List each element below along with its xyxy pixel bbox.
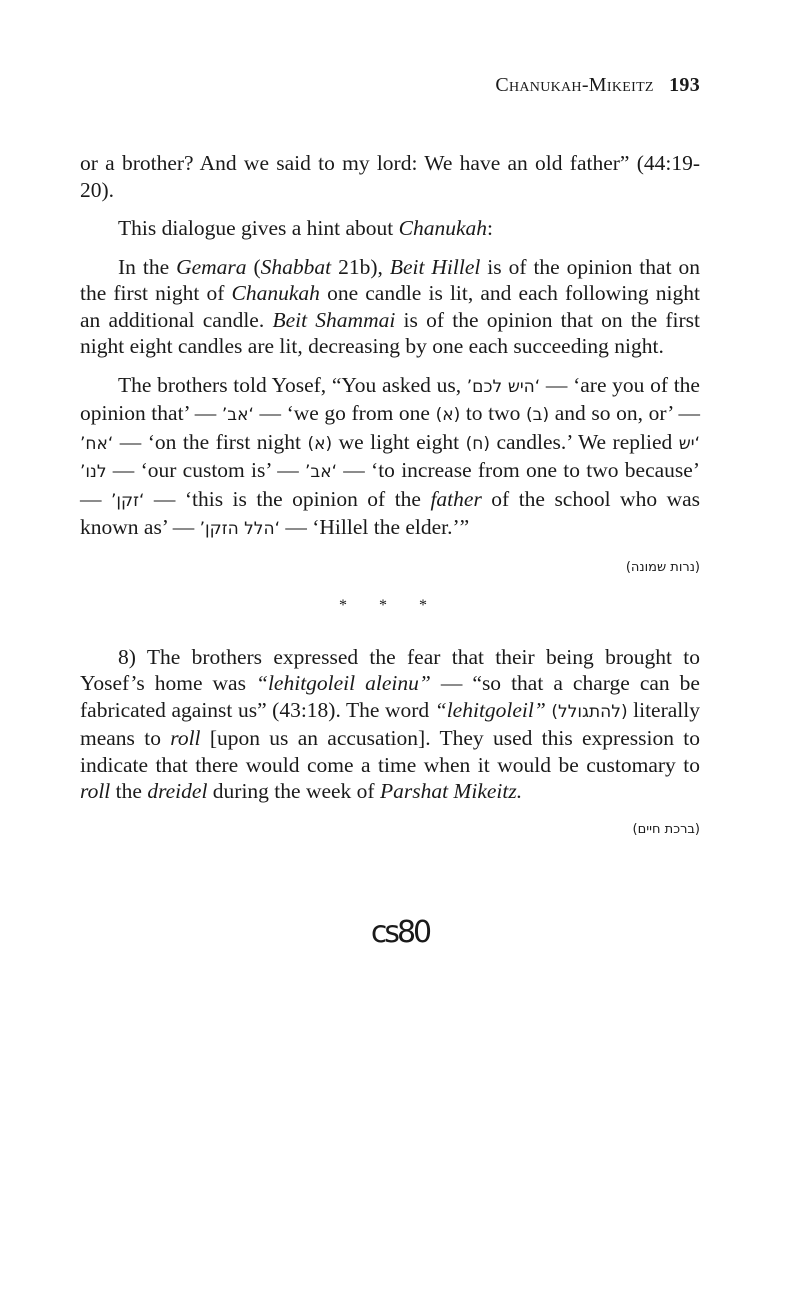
italic-term: Chanukah bbox=[231, 281, 320, 305]
text-run: is of the opinion that on the first night of bbox=[80, 254, 700, 305]
section-separator: * * * bbox=[339, 597, 441, 614]
italic-term: father bbox=[430, 486, 482, 511]
text-run: — ‘Hillel the elder.’” bbox=[279, 515, 470, 539]
italic-term: Shabbat bbox=[260, 254, 332, 279]
paragraph-lehitgoleil bbox=[80, 644, 700, 805]
hebrew-letter: (ח) bbox=[465, 433, 490, 454]
hebrew-letter: (א) bbox=[307, 433, 333, 454]
end-ornament-icon: cs80 bbox=[370, 915, 430, 950]
text-run: the bbox=[110, 779, 148, 803]
main-text bbox=[80, 150, 700, 855]
text-run: and so on, or’ — bbox=[549, 401, 700, 425]
source-citation: (נרות שמונה) bbox=[625, 559, 700, 575]
text-run: 8) The brothers expressed the fear that their being brought to Yosef’s home was bbox=[80, 644, 700, 695]
hebrew-word: ‘הלל הזקן’ bbox=[199, 519, 280, 539]
text-run: 21b), bbox=[331, 254, 390, 279]
paragraph-continued bbox=[80, 150, 700, 203]
text-run: The brothers told Yosef, “You asked us, bbox=[118, 372, 467, 397]
hebrew-word: ‘אב’ bbox=[305, 462, 337, 482]
text-run: [upon us an accusation]. They used this expression to indicate that there would come a time when it would be customary to bbox=[80, 726, 700, 777]
text-run: This dialogue gives a hint about bbox=[118, 216, 399, 240]
paragraph-brothers-told bbox=[80, 372, 700, 543]
text-run: In the bbox=[118, 254, 177, 279]
hebrew-word: (להתגולל) bbox=[551, 701, 628, 722]
source-citation: (ברכת חיים) bbox=[632, 821, 700, 837]
paragraph-gemara bbox=[80, 254, 700, 360]
paragraph-hint bbox=[80, 215, 700, 242]
italic-term: Beit Shammai bbox=[272, 307, 396, 332]
text-run: — ‘this is the opinion of the bbox=[144, 486, 431, 511]
hebrew-word: ‘היש לכם’ bbox=[466, 376, 541, 397]
italic-term: Chanukah bbox=[398, 216, 488, 240]
italic-term: Gemara bbox=[176, 254, 247, 279]
text-run: or a brother? And we said to my lord: We have an old father” (44:19-20). bbox=[80, 151, 700, 202]
text-run: ( bbox=[246, 254, 261, 279]
text-run: is of the opinion that on the first night eight candles are lit, decreasing by one each succeeding night. bbox=[80, 307, 701, 358]
page-number: 193 bbox=[669, 74, 700, 96]
text-run: literally means to bbox=[80, 697, 700, 750]
italic-term: Beit Hillel bbox=[389, 254, 481, 279]
text-run: one candle is lit, and each following night an additional candle. bbox=[80, 281, 700, 332]
text-run: : bbox=[487, 216, 494, 240]
hebrew-word: ‘אב’ bbox=[221, 405, 254, 425]
hebrew-word: ‘זקן’ bbox=[110, 490, 145, 511]
running-head bbox=[495, 74, 700, 97]
italic-term: Parshat Mikeitz. bbox=[379, 779, 523, 803]
hebrew-word: ‘יש לנו’ bbox=[80, 433, 700, 482]
text-run: — ‘we go from one bbox=[253, 401, 436, 425]
hebrew-word: ‘אח’ bbox=[80, 433, 114, 454]
text-run: we light eight bbox=[332, 429, 466, 454]
text-run: of the school who was known as’ — bbox=[80, 486, 701, 539]
text-run: — ‘on the first night bbox=[113, 429, 308, 454]
text-run: — ‘to increase from one to two because’ — bbox=[80, 458, 700, 511]
text-run: candles.’ We replied bbox=[489, 429, 679, 454]
running-head-title: Chanukah-Mikeitz bbox=[495, 74, 654, 96]
text-run: to two bbox=[460, 401, 527, 425]
hebrew-letter: (א) bbox=[435, 405, 461, 425]
italic-term: “lehitgoleil” bbox=[434, 697, 546, 722]
text-run: — ‘our custom is’ — bbox=[106, 458, 305, 482]
text-run: — “so that a charge can be fabricated against us” (43:18). The word bbox=[80, 671, 700, 722]
italic-term: roll bbox=[170, 726, 201, 750]
text-run: — ‘are you of the opinion that’ — bbox=[80, 372, 700, 425]
text-run: during the week of bbox=[207, 779, 380, 803]
italic-term: “lehitgoleil aleinu” bbox=[256, 671, 431, 695]
italic-term: roll bbox=[80, 779, 111, 803]
hebrew-letter: (ב) bbox=[526, 405, 550, 425]
italic-term: dreidel bbox=[147, 779, 208, 803]
